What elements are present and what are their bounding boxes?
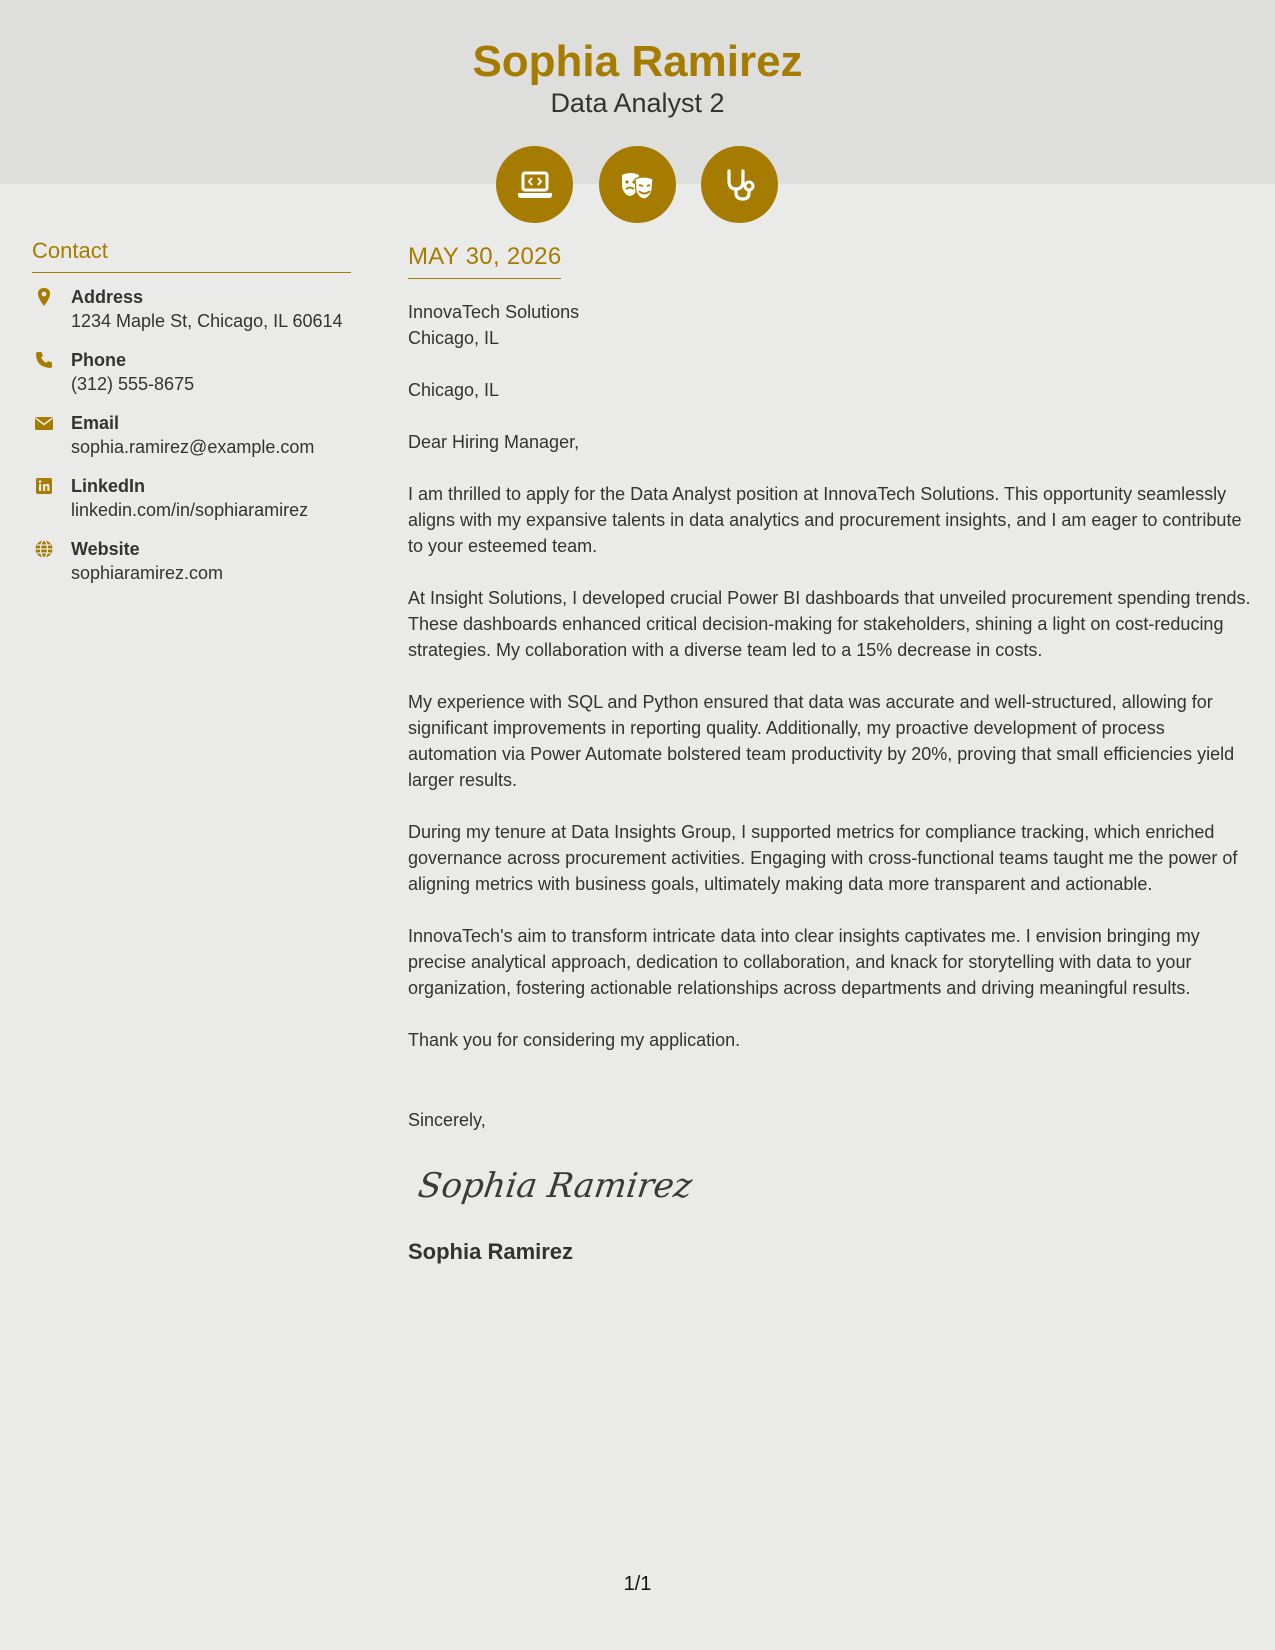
recipient-block (408, 299, 1252, 351)
job-title: Data Analyst 2 (550, 88, 725, 118)
contact-value: linkedin.com/in/sophiaramirez (71, 500, 309, 520)
body-paragraph: I am thrilled to apply for the Data Analyst position at InnovaTech Solutions. This opportunity seamlessly aligns with my expansive talents in data analytics and procurement insights, and I am eager to contribute to your esteemed team. (408, 484, 1242, 556)
closing: Sincerely, (408, 1110, 486, 1130)
contact-website (32, 537, 351, 600)
contact-linkedin (32, 474, 351, 537)
body-paragraph: My experience with SQL and Python ensured that data was accurate and well-structured, allowing for significant improvements in reporting quality. Additionally, my proactive development of process automation via Power Automate bolstered team productivity by 20%, proving that small efficiencies yield larger results. (408, 692, 1235, 790)
contact-email (32, 411, 351, 474)
map-pin-icon (34, 287, 54, 307)
recipient-city: Chicago, IL (408, 328, 500, 348)
contact-value: 1234 Maple St, Chicago, IL 60614 (71, 311, 343, 331)
contact-value: sophia.ramirez@example.com (71, 437, 315, 457)
recipient-location: Chicago, IL (408, 380, 500, 400)
contact-address (32, 285, 351, 348)
page-number: 1/1 (623, 1573, 652, 1595)
contact-label: Website (71, 539, 140, 559)
recipient-company: InnovaTech Solutions (408, 302, 580, 322)
contact-value: sophiaramirez.com (71, 563, 224, 583)
laptop-code-icon (496, 146, 573, 223)
letter-body (408, 240, 1252, 1267)
linkedin-icon (34, 476, 54, 496)
globe-icon (34, 539, 54, 559)
salutation: Dear Hiring Manager, (408, 432, 580, 452)
body-paragraph: Thank you for considering my application. (408, 1030, 741, 1050)
contact-phone (32, 348, 351, 411)
contact-label: Address (71, 287, 144, 307)
phone-icon (34, 350, 54, 370)
contact-heading: Contact (32, 236, 351, 273)
applicant-name: Sophia Ramirez (472, 37, 803, 86)
envelope-icon (34, 413, 54, 433)
body-paragraph: At Insight Solutions, I developed crucial Power BI dashboards that unveiled procurement spending trends. These dashboards enhanced critical decision-making for stakeholders, shining a light on cost-reducing strategies. My collaboration with a diverse team led to a 15% decrease in costs. (408, 588, 1251, 660)
theater-masks-icon (599, 146, 676, 223)
letter-date: MAY 30, 2026 (408, 243, 562, 270)
contact-label: Email (71, 413, 120, 433)
date-block (408, 240, 561, 279)
stethoscope-icon (701, 146, 778, 223)
handwritten-signature (415, 1161, 1252, 1211)
contact-list (32, 285, 351, 600)
contact-label: Phone (71, 350, 127, 370)
signature-glyphs: Sophia Ramirez (415, 1166, 695, 1206)
contact-label: LinkedIn (71, 476, 146, 496)
contact-sidebar (32, 236, 351, 600)
body-paragraph: During my tenure at Data Insights Group, I supported metrics for compliance tracking, which enriched governance across procurement activities. Engaging with cross-functional teams taught me the power of aligning metrics with business goals, ultimately making data more transparent and actionable. (408, 822, 1238, 894)
header-icons (496, 146, 778, 223)
signer-name: Sophia Ramirez (408, 1239, 574, 1264)
body-paragraph: InnovaTech's aim to transform intricate data into clear insights captivates me. I envision bringing my precise analytical approach, dedication to collaboration, and knack for storytelling with data to your organization, fostering actionable relationships across departments and driving meaningful results. (408, 926, 1200, 998)
contact-value: (312) 555-8675 (71, 374, 195, 394)
